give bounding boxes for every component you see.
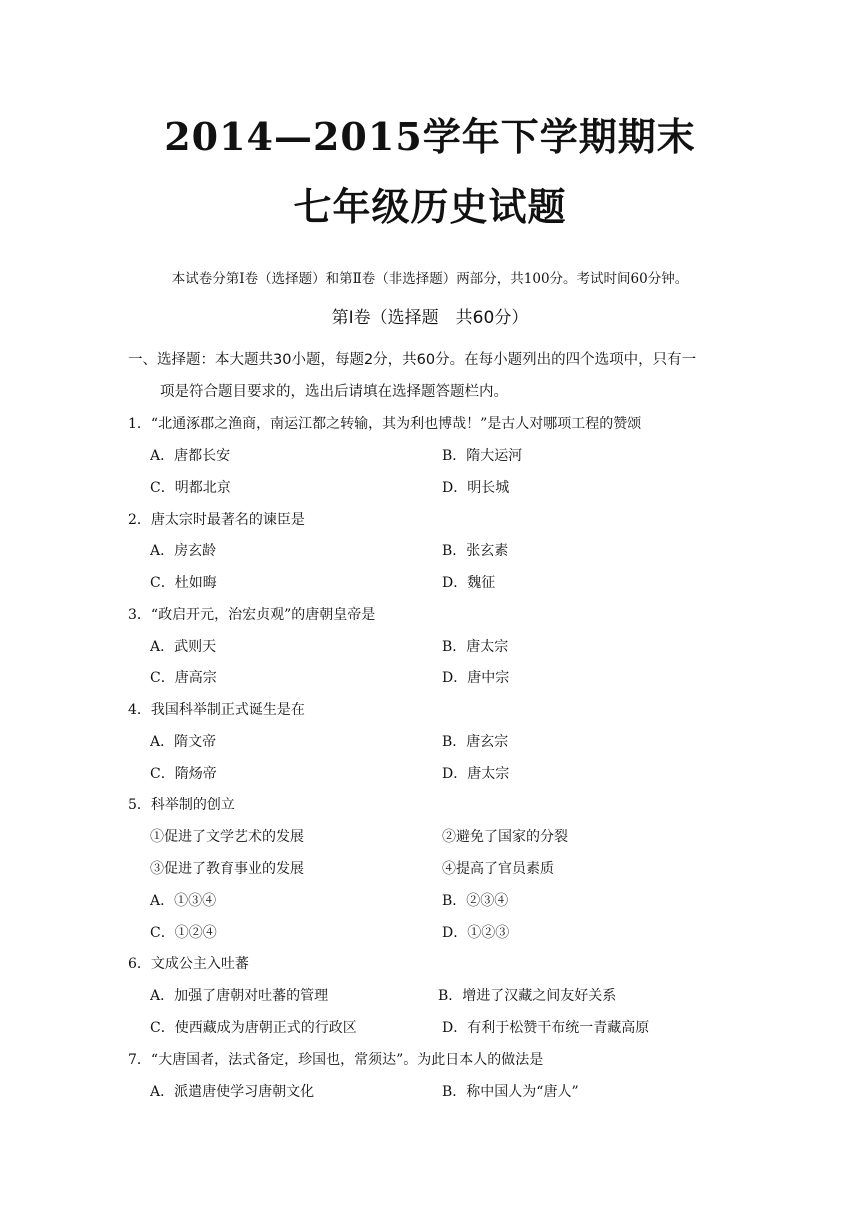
question-3-option-d: D．唐中宗	[442, 670, 510, 686]
question-4-option-b: B．唐玄宗	[442, 734, 509, 750]
section-heading: 第Ⅰ卷（选择题 共60分）	[331, 308, 529, 328]
question-6-stem: 6．文成公主入吐蕃	[128, 956, 249, 972]
question-3-option-b: B．唐太宗	[442, 639, 509, 655]
question-6-option-c: C．使西藏成为唐朝正式的行政区	[150, 1020, 357, 1036]
question-6-option-b: B．增进了汉藏之间友好关系	[438, 988, 617, 1004]
question-6-option-a: A．加强了唐朝对吐蕃的管理	[150, 988, 329, 1004]
question-2-option-a: A．房玄龄	[150, 543, 217, 559]
question-1-option-a: A．唐都长安	[150, 448, 231, 464]
question-7-option-b: B．称中国人为“唐人”	[442, 1084, 579, 1100]
question-5-option-c: C．①②④	[150, 925, 217, 941]
question-7-option-a: A．派遣唐使学习唐朝文化	[150, 1084, 315, 1100]
question-5-option-a: A．①③④	[150, 893, 217, 909]
exam-intro: 本试卷分第Ⅰ卷（选择题）和第Ⅱ卷（非选择题）两部分，共100分。考试时间60分钟。	[171, 271, 689, 287]
question-4-option-c: C．隋炀帝	[150, 766, 217, 782]
question-5-option-d: D．①②③	[442, 925, 510, 941]
exam-title-year: 2014—2015学年下学期期末	[164, 114, 696, 159]
question-7-stem: 7．“大唐国者，法式备定，珍国也，常须达”。为此日本人的做法是	[128, 1052, 544, 1068]
question-4-option-a: A．隋文帝	[150, 734, 217, 750]
question-3-option-a: A．武则天	[150, 639, 217, 655]
instructions-line-2: 项是符合题目要求的，选出后请填在选择题答题栏内。	[160, 384, 508, 400]
question-1-option-d: D．明长城	[442, 480, 510, 496]
question-1-option-b: B．隋大运河	[442, 448, 523, 464]
question-2-stem: 2．唐太宗时最著名的谏臣是	[128, 512, 305, 528]
question-5-option-b: B．②③④	[442, 893, 509, 909]
question-4-stem: 4．我国科举制正式诞生是在	[128, 702, 305, 718]
question-3-stem: 3．“政启开元，治宏贞观”的唐朝皇帝是	[128, 607, 376, 623]
question-2-option-b: B．张玄素	[442, 543, 509, 559]
question-1-stem: 1．“北通涿郡之渔商，南运江都之转输，其为利也博哉！”是古人对哪项工程的赞颂	[128, 416, 642, 432]
question-2-option-c: C．杜如晦	[150, 575, 217, 591]
exam-title-subject: 七年级历史试题	[293, 184, 567, 229]
question-5-stem: 5．科举制的创立	[128, 797, 235, 813]
question-5-statement-3: ③促进了教育事业的发展	[150, 861, 304, 877]
question-4-option-d: D．唐太宗	[442, 766, 510, 782]
question-5-statement-1: ①促进了文学艺术的发展	[150, 829, 304, 845]
question-5-statement-2: ②避免了国家的分裂	[442, 829, 568, 845]
question-1-option-c: C．明都北京	[150, 480, 231, 496]
question-2-option-d: D．魏征	[442, 575, 496, 591]
question-6-option-d: D．有利于松赞干布统一青藏高原	[442, 1020, 650, 1036]
instructions-line-1: 一、选择题：本大题共30小题，每题2分，共60分。在每小题列出的四个选项中，只有一	[128, 352, 697, 368]
question-5-statement-4: ④提高了官员素质	[442, 861, 554, 877]
question-3-option-c: C．唐高宗	[150, 670, 217, 686]
